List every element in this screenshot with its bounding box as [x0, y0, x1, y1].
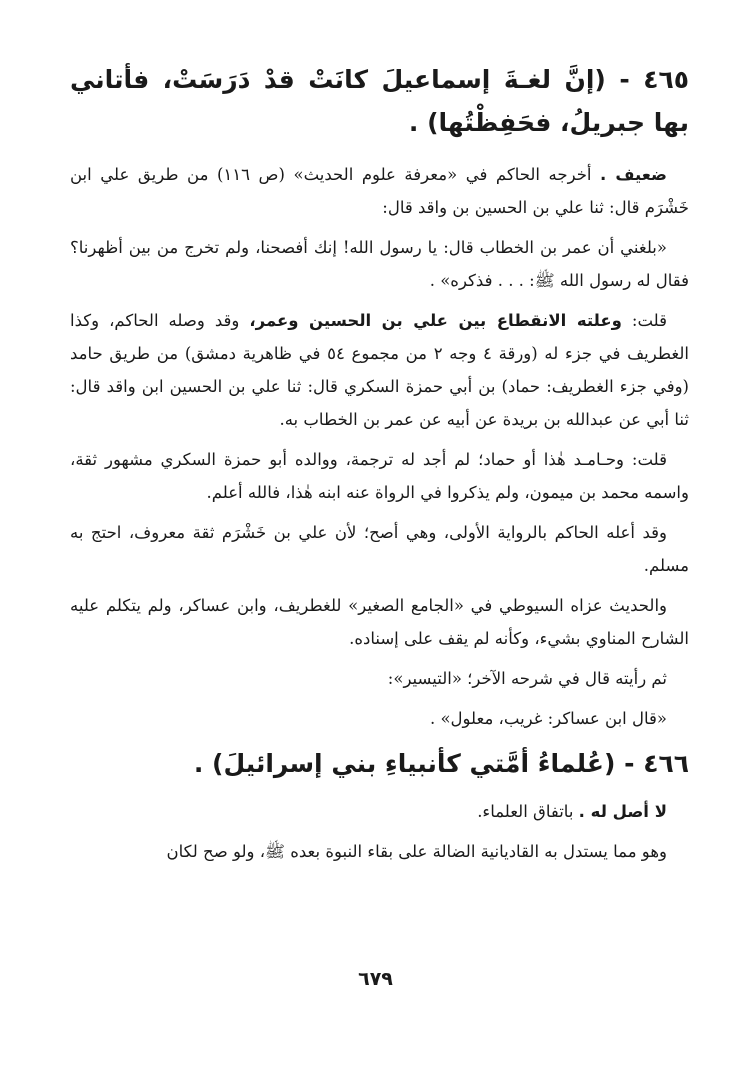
paragraph-hamid — [70, 443, 689, 509]
grade-label: ضعيف . — [600, 165, 668, 184]
paragraph-hakim — [70, 516, 689, 582]
paragraph-text: وهو مما يستدل به القاديانية الضالة على بقاء النبوة بعده ﷺ، ولو صح لكان — [166, 842, 667, 861]
paragraph-lead: قلت: — [621, 311, 667, 330]
paragraph-qadiyaniyya — [70, 835, 689, 868]
paragraph-ibn-asakir — [70, 702, 689, 735]
paragraph-grade-466 — [70, 795, 689, 828]
paragraph-text: وقد أعله الحاكم بالرواية الأولى، وهي أصح؛ لأن علي بن خَشْرَم ثقة معروف، احتج به مسلم. — [70, 523, 689, 575]
paragraph-grade-465 — [70, 158, 689, 224]
hadith-466-text: (عُلماءُ أمَّتي كأنبياءِ بني إسرائيلَ) . — [193, 749, 616, 778]
hadith-466-heading — [70, 742, 689, 785]
paragraph-text: ثم رأيته قال في شرحه الآخر؛ «التيسير»: — [387, 669, 667, 688]
page-number: ٦٧٩ — [358, 968, 393, 990]
paragraph-illah — [70, 304, 689, 436]
paragraph-text: «بلغني أن عمر بن الخطاب قال: يا رسول الله! إنك أفصحنا، ولم تخرج من بين أظهرنا؟ فقال له رسول الله ﷺ: . . . فذكره» . — [70, 238, 689, 290]
page-body — [70, 58, 689, 875]
paragraph-emphasis: وعلته الانقطاع بين علي بن الحسين وعمر، — [249, 311, 622, 330]
paragraph-taysir — [70, 662, 689, 695]
paragraph-text: أخرجه الحاكم في «معرفة علوم الحديث» (ص ١١٦) من طريق علي ابن خَشْرَم قال: ثنا علي بن الحسين بن واقد قال: — [70, 165, 689, 217]
hadith-465-text: (إنَّ لغـةَ إسماعيلَ كانَتْ قدْ دَرَسَتْ، فأتاني بها جبريلُ، فحَفِظْتُها) . — [70, 65, 689, 137]
paragraph-text: قلت: وحـامـد هٰذا أو حماد؛ لم أجد له ترجمة، ووالده أبو حمزة السكري مشهور ثقة، واسمه محمد بن ميمون، ولم يذكروا في الرواة عنه ابنه هٰذا، فالله أعلم. — [70, 450, 689, 502]
paragraph-text: «قال ابن عساكر: غريب، معلول» . — [429, 709, 667, 728]
paragraph-suyuti — [70, 589, 689, 655]
hadith-466-number: ٤٦٦ - — [624, 749, 689, 778]
paragraph-text: والحديث عزاه السيوطي في «الجامع الصغير» للغطريف، وابن عساكر، ولم يتكلم عليه الشارح المناوي بشيء، وكأنه لم يقف على إسناده. — [70, 596, 689, 648]
hadith-465-number: ٤٦٥ - — [619, 65, 689, 94]
paragraph-text: باتفاق العلماء. — [477, 802, 579, 821]
grade-label: لا أصل له . — [578, 802, 667, 821]
paragraph-quote — [70, 231, 689, 297]
paragraph-text: وقد وصله الحاكم، وكذا الغطريف في جزء له (ورقة ٤ وجه ٢ من مجموع ٥٤ في ظاهرية دمشق) من طريق حامد (وفي جزء الغطريف: حماد) بن أبي حمزة السكري قال: ثنا علي بن الحسين ابن واقد قال: ثنا أبي عن عبدالله بن بريدة عن أبيه عن عمر بن الخطاب به. — [70, 311, 689, 429]
hadith-465-heading — [70, 58, 689, 144]
